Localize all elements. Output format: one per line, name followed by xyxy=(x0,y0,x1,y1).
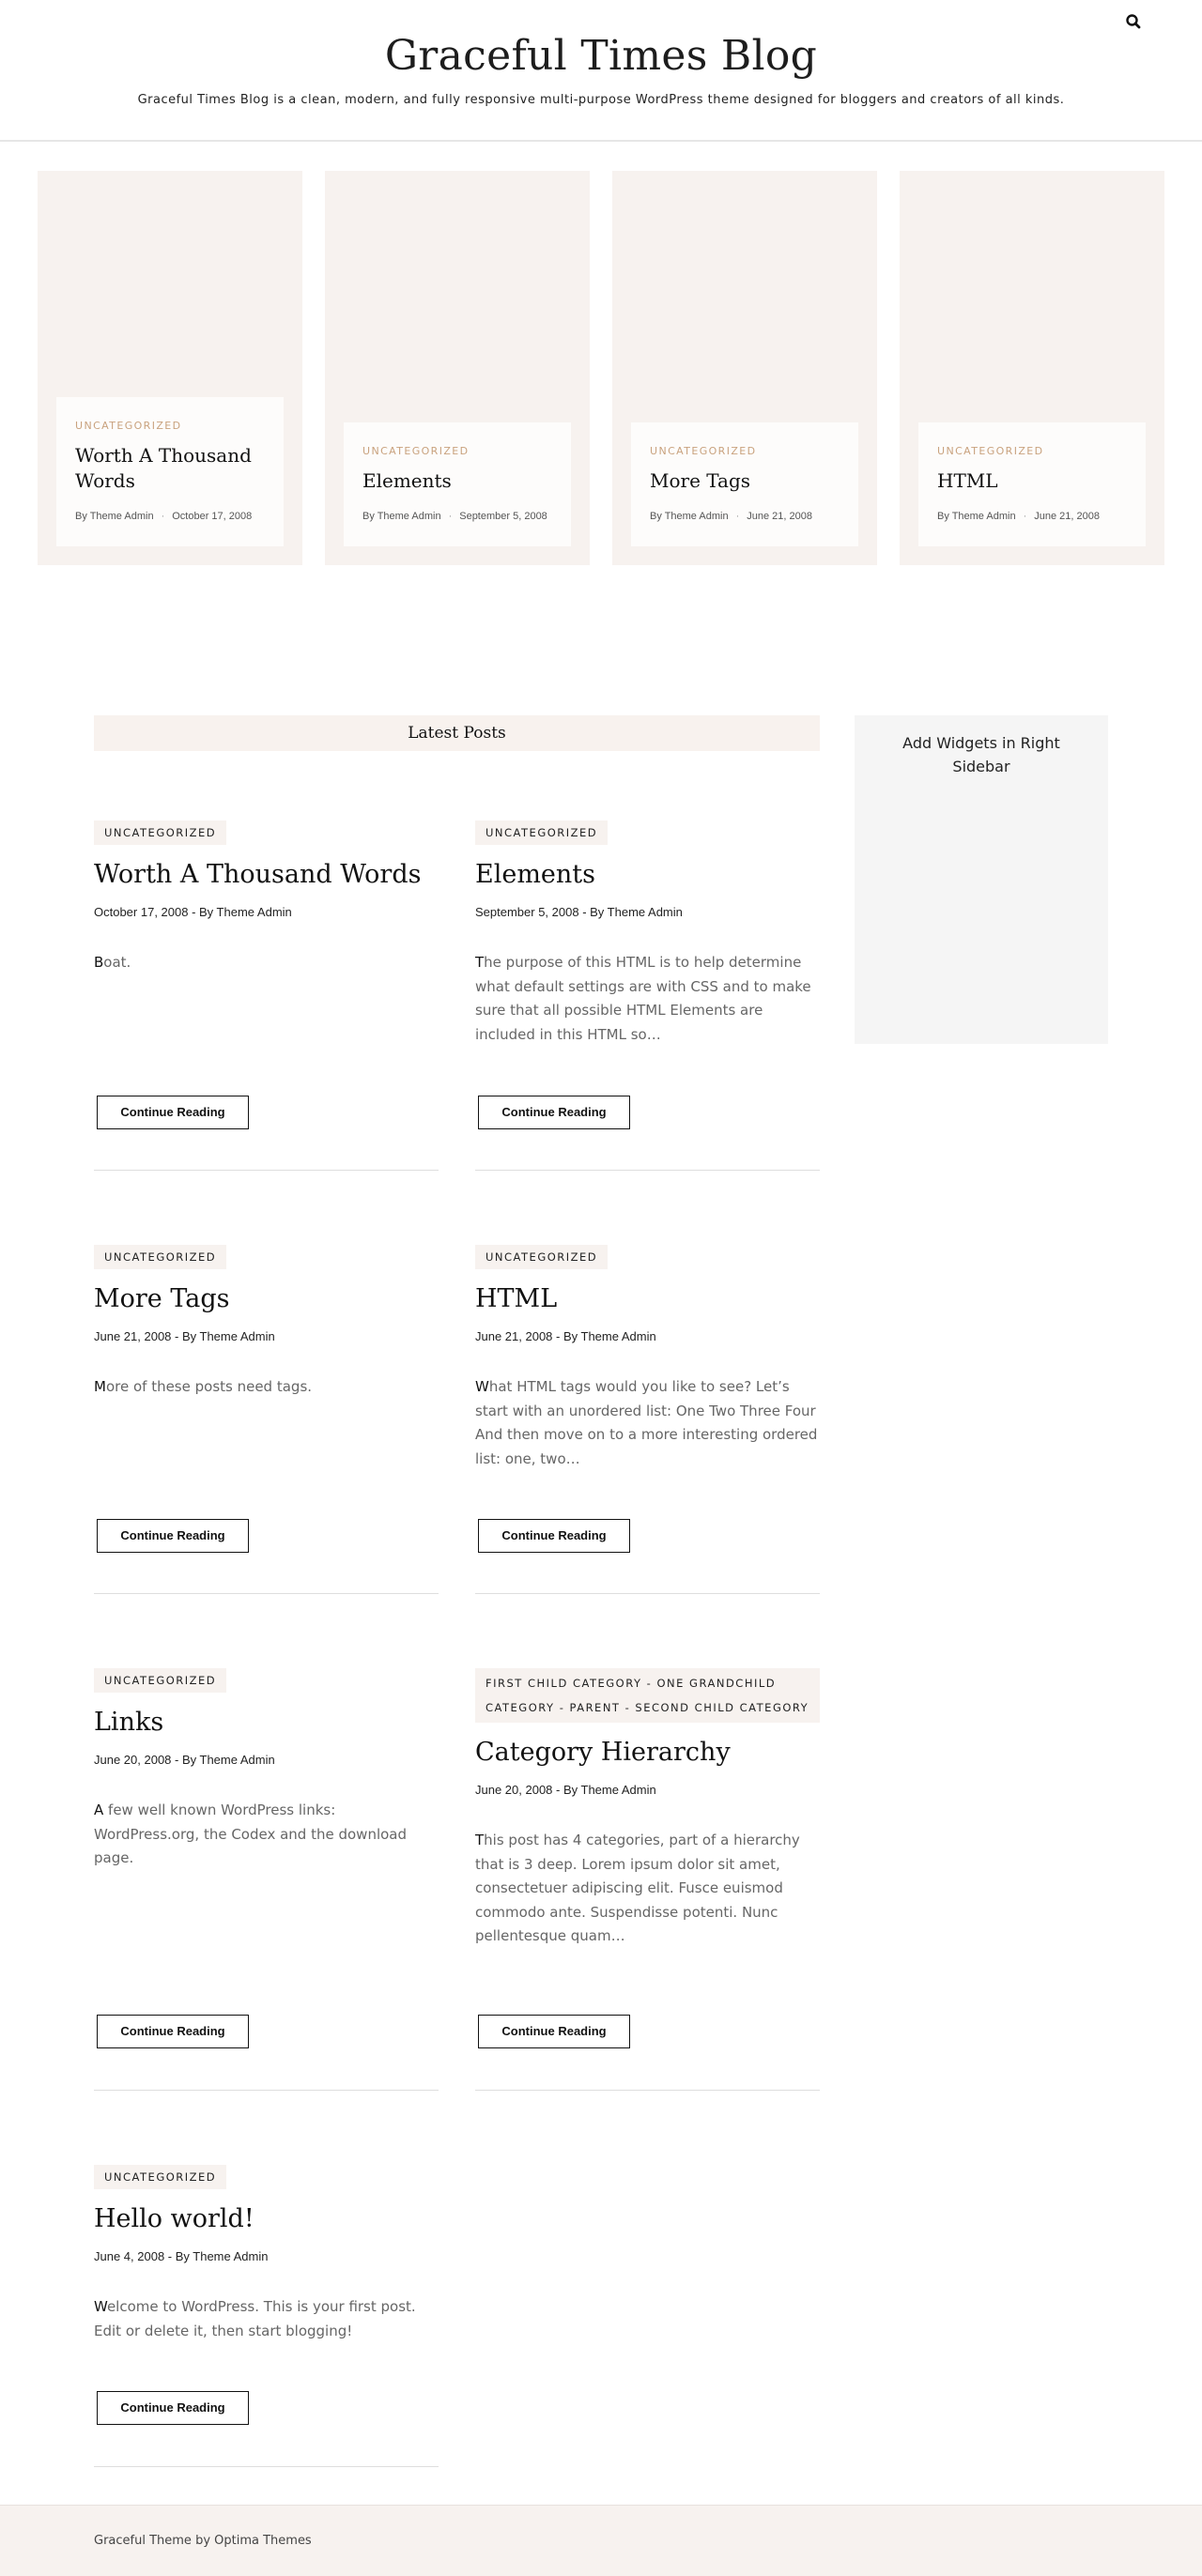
sidebar-placeholder: Add Widgets in Right Sidebar xyxy=(902,734,1060,775)
featured-title[interactable]: More Tags xyxy=(650,469,751,492)
featured-category[interactable]: UNCATEGORIZED xyxy=(75,420,182,432)
featured-title[interactable]: Worth A Thousand Words xyxy=(75,444,252,492)
featured-meta xyxy=(75,511,265,522)
meta-separator: · xyxy=(1023,511,1027,522)
excerpt-text: oat. xyxy=(103,954,131,972)
post-title[interactable]: Links xyxy=(94,1708,164,1737)
featured-meta xyxy=(362,511,552,522)
site-title[interactable]: Graceful Times Blog xyxy=(384,32,818,80)
post-category[interactable]: UNCATEGORIZED xyxy=(94,1668,226,1693)
post-meta: October 17, 2008 - By Theme Admin xyxy=(94,905,292,920)
button-wrap xyxy=(478,2015,630,2048)
continue-reading-button[interactable]: Continue Reading xyxy=(97,2015,249,2048)
post-meta: June 20, 2008 - By Theme Admin xyxy=(94,1753,275,1768)
featured-author[interactable]: By Theme Admin xyxy=(362,511,441,522)
featured-date[interactable]: June 21, 2008 xyxy=(1034,511,1100,522)
post-category[interactable]: UNCATEGORIZED xyxy=(475,1245,608,1269)
meta-separator: · xyxy=(161,511,165,522)
post-card xyxy=(475,820,820,1171)
featured-date[interactable]: October 17, 2008 xyxy=(172,511,253,522)
featured-meta xyxy=(937,511,1127,522)
post-excerpt xyxy=(94,1799,439,1871)
post-meta: September 5, 2008 - By Theme Admin xyxy=(475,905,683,920)
post-title[interactable]: Hello world! xyxy=(94,2204,254,2233)
featured-author[interactable]: By Theme Admin xyxy=(937,511,1016,522)
featured-date[interactable]: June 21, 2008 xyxy=(747,511,812,522)
button-wrap xyxy=(478,1096,630,1129)
meta-separator: · xyxy=(448,511,453,522)
right-sidebar xyxy=(855,715,1108,1044)
post-title[interactable]: HTML xyxy=(475,1284,558,1313)
featured-category[interactable]: UNCATEGORIZED xyxy=(650,445,757,457)
excerpt-text: hat HTML tags would you like to see? Let’s start with an unordered list: One Two Three Four And then move on to a more interesting ordered list: one, two… xyxy=(475,1378,818,1467)
post-meta: June 4, 2008 - By Theme Admin xyxy=(94,2249,269,2264)
button-wrap xyxy=(97,2015,249,2048)
featured-card[interactable] xyxy=(900,171,1164,565)
footer-credit[interactable]: Graceful Theme by Optima Themes xyxy=(94,2534,312,2548)
featured-card[interactable] xyxy=(325,171,590,565)
post-excerpt xyxy=(475,1375,820,1471)
post-title[interactable]: Elements xyxy=(475,860,595,889)
continue-reading-button[interactable]: Continue Reading xyxy=(478,2015,630,2048)
featured-category[interactable]: UNCATEGORIZED xyxy=(937,445,1044,457)
post-card xyxy=(94,1245,439,1594)
excerpt-text: ore of these posts need tags. xyxy=(105,1378,313,1396)
excerpt-first-letter: A xyxy=(94,1802,104,1819)
excerpt-text: few well known WordPress links: WordPress.org, the Codex and the download page. xyxy=(94,1802,408,1867)
featured-category[interactable]: UNCATEGORIZED xyxy=(362,445,470,457)
excerpt-first-letter: M xyxy=(94,1378,106,1396)
post-category[interactable]: UNCATEGORIZED xyxy=(94,820,226,845)
meta-separator: · xyxy=(735,511,740,522)
post-title[interactable]: Category Hierarchy xyxy=(475,1738,731,1767)
site-footer xyxy=(0,2505,1202,2576)
site-description: Graceful Times Blog is a clean, modern, and fully responsive multi-purpose WordPress theme designed for bloggers and creators of all kinds. xyxy=(137,93,1065,107)
featured-author[interactable]: By Theme Admin xyxy=(650,511,729,522)
post-category[interactable]: UNCATEGORIZED xyxy=(94,1245,226,1269)
excerpt-text: elcome to WordPress. This is your first post. Edit or delete it, then start blogging! xyxy=(94,2298,416,2339)
excerpt-first-letter: T xyxy=(475,1832,485,1849)
featured-card-content xyxy=(631,422,858,546)
featured-author[interactable]: By Theme Admin xyxy=(75,511,154,522)
post-title[interactable]: More Tags xyxy=(94,1284,230,1313)
featured-title[interactable]: HTML xyxy=(937,469,998,492)
button-wrap xyxy=(97,1519,249,1553)
button-wrap xyxy=(97,2391,249,2425)
post-category[interactable]: FIRST CHILD CATEGORY - ONE GRANDCHILD CATEGORY - PARENT - SECOND CHILD CATEGORY xyxy=(475,1668,820,1723)
post-category[interactable]: UNCATEGORIZED xyxy=(94,2165,226,2189)
excerpt-first-letter: W xyxy=(94,2298,107,2316)
featured-title[interactable]: Elements xyxy=(362,469,452,492)
featured-card-content xyxy=(56,397,284,546)
excerpt-text: his post has 4 categories, part of a hierarchy that is 3 deep. Lorem ipsum dolor sit amet, consectetuer adipiscing elit. Fusce euismod commodo ante. Suspendisse potenti. Nunc pellentesque quam… xyxy=(475,1832,800,1945)
continue-reading-button[interactable]: Continue Reading xyxy=(97,1096,249,1129)
excerpt-first-letter: W xyxy=(475,1378,489,1396)
excerpt-first-letter: B xyxy=(94,954,104,972)
post-card xyxy=(475,1668,820,2091)
continue-reading-button[interactable]: Continue Reading xyxy=(97,2391,249,2425)
site-header xyxy=(0,0,1202,142)
continue-reading-button[interactable]: Continue Reading xyxy=(478,1519,630,1553)
featured-date[interactable]: September 5, 2008 xyxy=(459,511,547,522)
excerpt-first-letter: T xyxy=(475,954,485,972)
post-excerpt xyxy=(475,1829,820,1949)
post-excerpt xyxy=(94,1375,439,1400)
post-card xyxy=(94,1668,439,2091)
latest-posts-heading: Latest Posts xyxy=(94,715,820,751)
featured-card-content xyxy=(918,422,1146,546)
post-card xyxy=(94,820,439,1171)
post-category[interactable]: UNCATEGORIZED xyxy=(475,820,608,845)
post-excerpt xyxy=(475,951,820,1047)
post-excerpt xyxy=(94,951,439,975)
post-excerpt xyxy=(94,2295,439,2343)
button-wrap xyxy=(478,1519,630,1553)
continue-reading-button[interactable]: Continue Reading xyxy=(97,1519,249,1553)
search-icon[interactable] xyxy=(1123,11,1144,32)
post-meta: June 21, 2008 - By Theme Admin xyxy=(94,1329,275,1344)
post-meta: June 21, 2008 - By Theme Admin xyxy=(475,1329,656,1344)
featured-card-content xyxy=(344,422,571,546)
post-card xyxy=(94,2165,439,2467)
continue-reading-button[interactable]: Continue Reading xyxy=(478,1096,630,1129)
featured-card[interactable] xyxy=(612,171,877,565)
post-meta: June 20, 2008 - By Theme Admin xyxy=(475,1783,656,1798)
post-card xyxy=(475,1245,820,1594)
featured-meta xyxy=(650,511,840,522)
button-wrap xyxy=(97,1096,249,1129)
post-title[interactable]: Worth A Thousand Words xyxy=(94,860,422,889)
featured-card[interactable] xyxy=(38,171,302,565)
excerpt-text: he purpose of this HTML is to help determine what default settings are with CSS and to make sure that all possible HTML Elements are included in this HTML so… xyxy=(475,954,811,1043)
featured-posts xyxy=(38,171,1164,565)
